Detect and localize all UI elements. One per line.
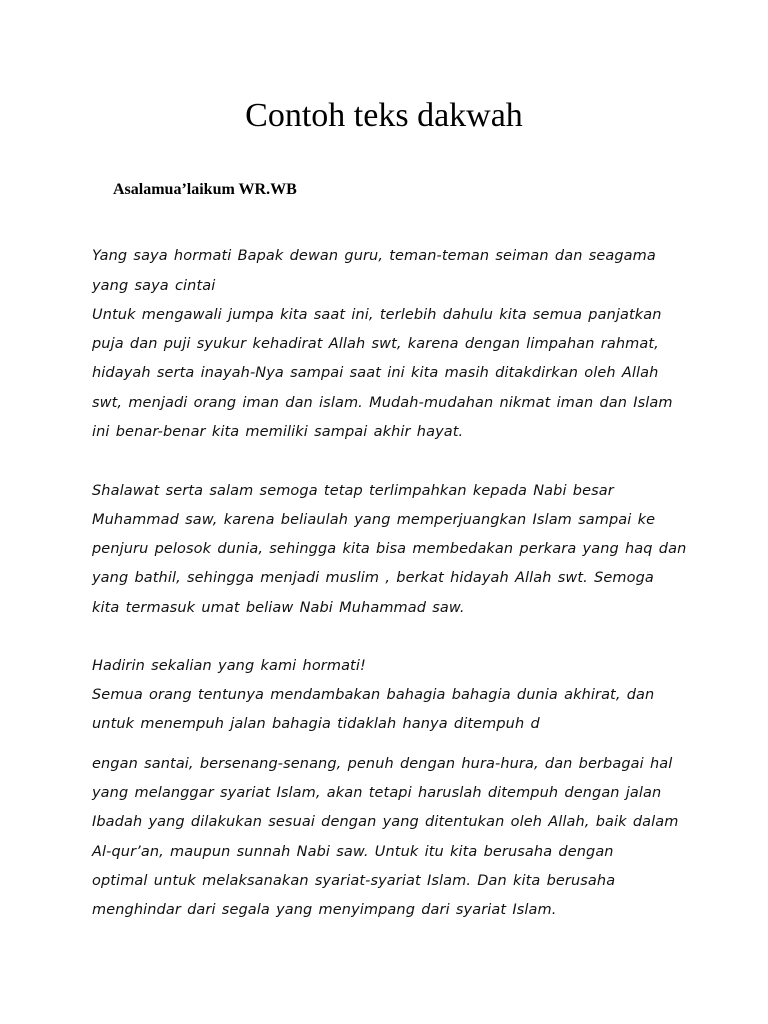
- text-line: ini benar-benar kita memiliki sampai akhir hayat.: [92, 424, 464, 440]
- text-line: Untuk mengawali jumpa kita saat ini, terlebih dahulu kita semua panjatkan: [92, 307, 662, 323]
- text-line: Muhammad saw, karena beliaulah yang memperjuangkan Islam sampai ke: [92, 512, 656, 528]
- text-line: Shalawat serta salam semoga tetap terlimpahkan kepada Nabi besar: [92, 483, 614, 499]
- text-line: Ibadah yang dilakukan sesuai dengan yang ditentukan oleh Allah, baik dalam: [92, 814, 679, 830]
- text-line: Al-qur’an, maupun sunnah Nabi saw. Untuk itu kita berusaha dengan: [92, 844, 614, 860]
- document-title: Contoh teks dakwah: [245, 97, 523, 134]
- text-line: yang saya cintai: [92, 278, 216, 294]
- text-line: yang melanggar syariat Islam, akan tetapi haruslah ditempuh dengan jalan: [92, 785, 662, 801]
- text-line: puja dan puji syukur kehadirat Allah swt, karena dengan limpahan rahmat,: [92, 336, 659, 352]
- text-line: hidayah serta inayah-Nya sampai saat ini kita masih ditakdirkan oleh Allah: [92, 365, 659, 381]
- text-line: Yang saya hormati Bapak dewan guru, teman-teman seiman dan seagama: [92, 248, 656, 264]
- text-line: penjuru pelosok dunia, sehingga kita bisa membedakan perkara yang haq dan: [92, 541, 687, 557]
- text-line: optimal untuk melaksanakan syariat-syariat Islam. Dan kita berusaha: [92, 873, 616, 889]
- text-line: untuk menempuh jalan bahagia tidaklah hanya ditempuh d: [92, 716, 540, 732]
- text-line: yang bathil, sehingga menjadi muslim , berkat hidayah Allah swt. Semoga: [92, 570, 654, 586]
- text-line: menghindar dari segala yang menyimpang dari syariat Islam.: [92, 902, 557, 918]
- text-line: Hadirin sekalian yang kami hormati!: [92, 658, 366, 674]
- text-line: Semua orang tentunya mendambakan bahagia bahagia dunia akhirat, dan: [92, 687, 655, 703]
- text-line: engan santai, bersenang-senang, penuh dengan hura-hura, dan berbagai hal: [92, 756, 673, 772]
- salutation: Asalamua’laikum WR.WB: [113, 181, 297, 198]
- text-line: kita termasuk umat beliaw Nabi Muhammad saw.: [92, 600, 465, 616]
- text-line: swt, menjadi orang iman dan islam. Mudah-mudahan nikmat iman dan Islam: [92, 395, 673, 411]
